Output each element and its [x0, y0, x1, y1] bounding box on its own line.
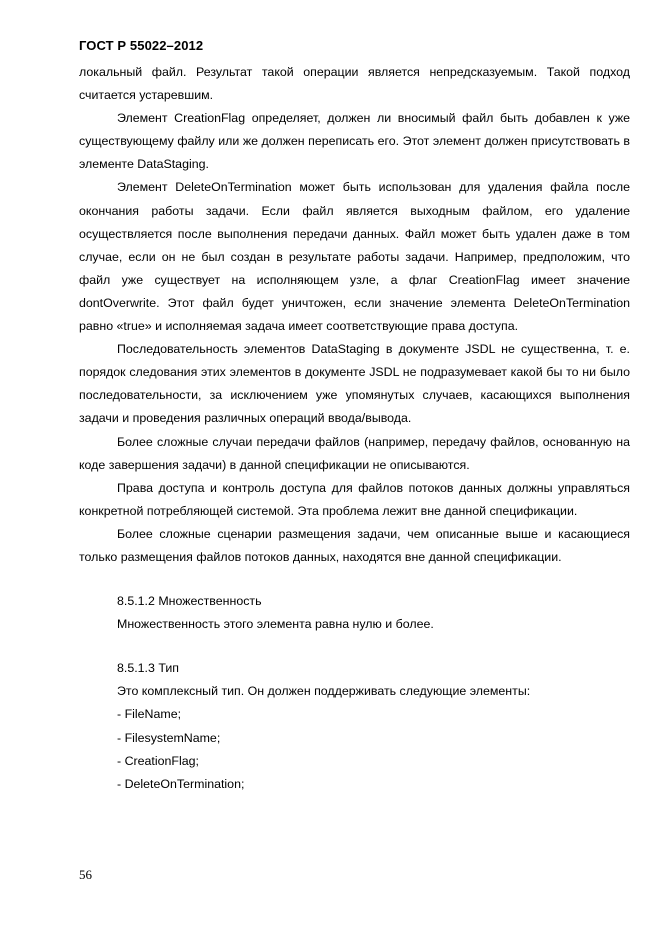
- paragraph-complex-transfer: Более сложные случаи передачи файлов (например, передачу файлов, основанную на коде завершения задачи) в данной спецификации не описываются.: [79, 434, 630, 472]
- paragraph-creation-flag: Элемент CreationFlag определяет, должен ли вносимый файл быть добавлен к уже существующему файлу или же должен переписать его. Этот элемент должен присутствовать в элементе DataStaging.: [79, 111, 630, 172]
- paragraph-access-rights: Права доступа и контроль доступа для файлов потоков данных должны управляться конкретной потребляющей системой. Эта проблема лежит вне данной спецификации.: [79, 480, 630, 518]
- list-item-filesystemname: - FilesystemName;: [117, 730, 221, 745]
- section-heading-multiplicity: 8.5.1.2 Множественность: [117, 594, 262, 609]
- paragraph-data-staging-order: Последовательность элементов DataStaging в документе JSDL не существенна, т. е. порядок следования этих элементов в документе JSDL не подразумевает какой бы то ни было последовательности, за исключением уже упомянутых случаев, касающихся выполнения задачи и проведения различных операций ввода/вывода.: [79, 342, 630, 426]
- document-header: ГОСТ Р 55022–2012: [79, 38, 204, 53]
- paragraph-multiplicity: Множественность этого элемента равна нулю и более.: [117, 617, 434, 632]
- paragraph-complex-scenarios: Более сложные сценарии размещения задачи, чем описанные выше и касающиеся только размещения файлов потоков данных, находятся вне данной спецификации.: [79, 526, 630, 564]
- list-item-deleteontermination: - DeleteOnTermination;: [117, 776, 245, 791]
- page-number: 56: [79, 867, 92, 882]
- section-spacer: [79, 636, 630, 657]
- list-item-creationflag: - CreationFlag;: [117, 753, 199, 768]
- list-item-filename: - FileName;: [117, 707, 182, 722]
- section-spacer: [79, 569, 630, 590]
- paragraph-type: Это комплексный тип. Он должен поддерживать следующие элементы:: [117, 684, 531, 699]
- paragraph-continuation: локальный файл. Результат такой операции является непредсказуемым. Такой подход считается устаревшим.: [79, 65, 630, 103]
- document-body: [79, 61, 630, 796]
- section-heading-type: 8.5.1.3 Тип: [117, 661, 179, 676]
- paragraph-delete-on-termination: Элемент DeleteOnTermination может быть использован для удаления файла после окончания работы задачи. Если файл является выходным файлом, его удаление осуществляется после выполнения передачи данных. Файл может быть удален даже в том случае, если он не был создан в результате работы задачи. Например, предположим, что файл уже существует на исполняющем узле, а флаг CreationFlag имеет значение dontOverwrite. Этот файл будет уничтожен, если значение элемента DeleteOnTermination равно «true» и исполняемая задача имеет соответствующие права доступа.: [79, 180, 630, 334]
